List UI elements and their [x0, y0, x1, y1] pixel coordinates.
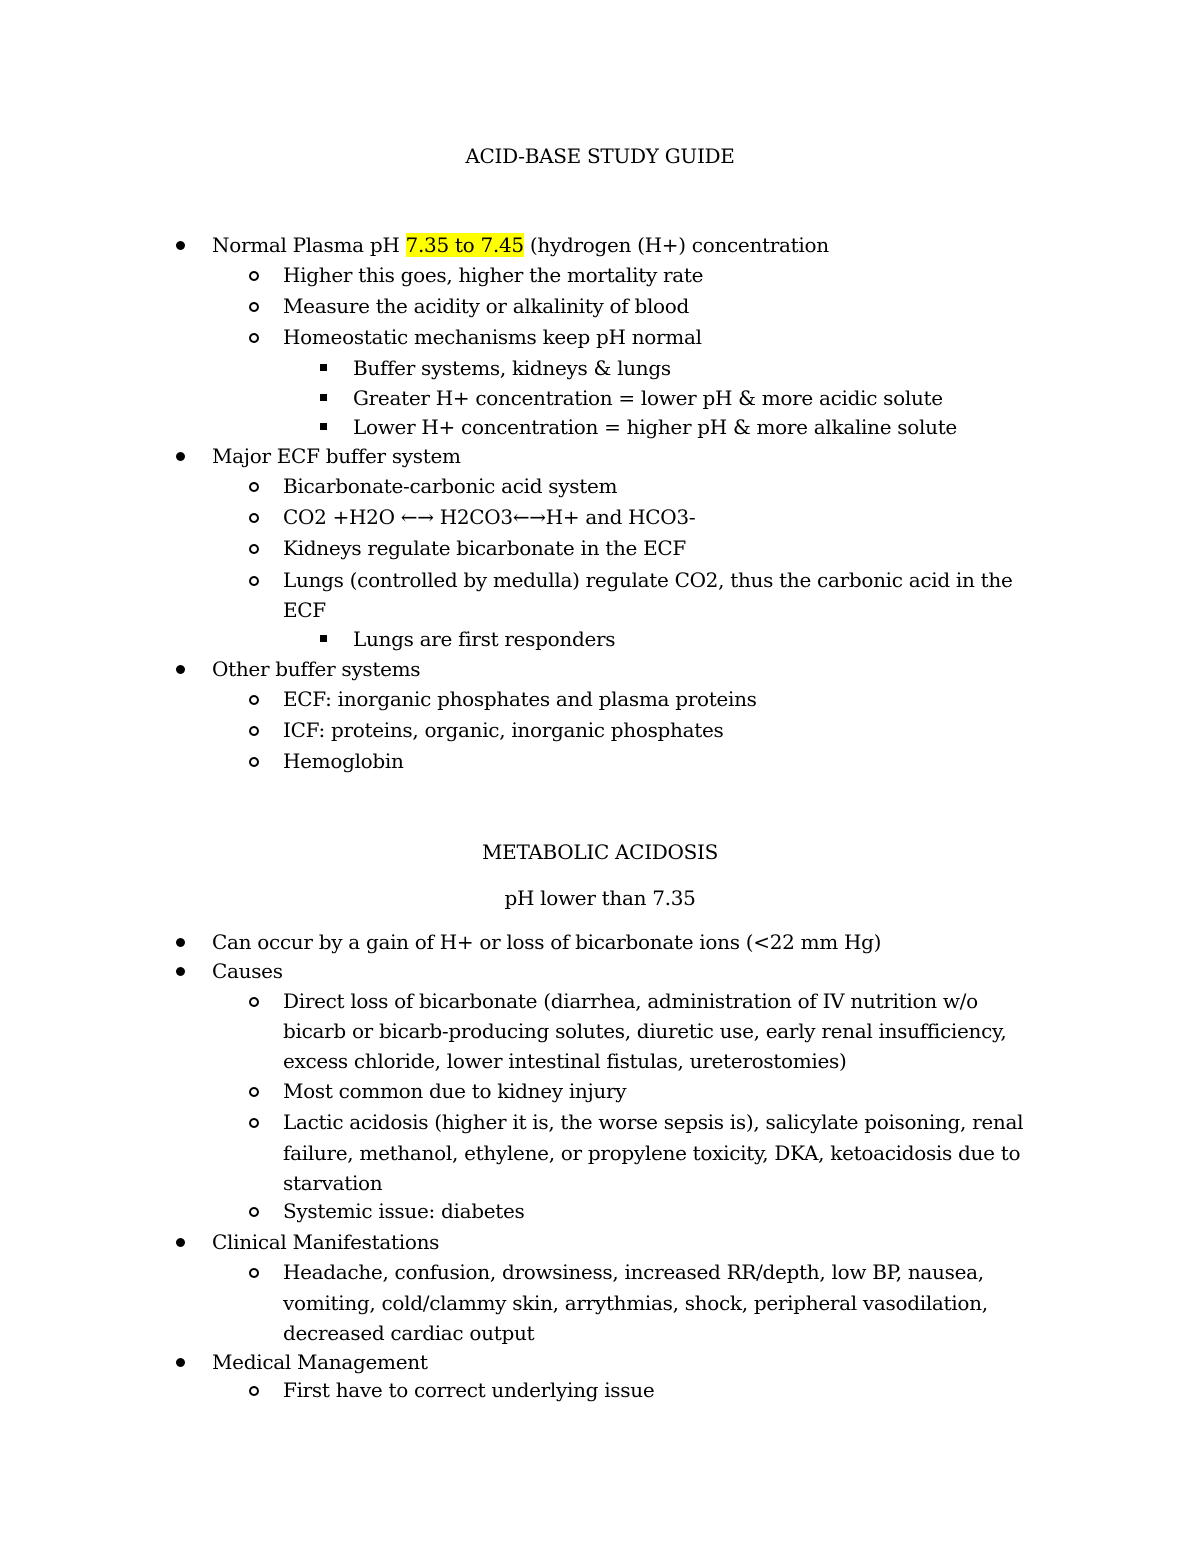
list-item: Systemic issue: diabetes [283, 1199, 525, 1223]
bullet-ring-marker [249, 1207, 259, 1217]
bullet-square-marker [320, 635, 327, 642]
list-item: Lungs (controlled by medulla) regulate CO2, thus the carbonic acid in the [283, 568, 1013, 592]
bullet-ring-marker [249, 1087, 259, 1097]
bullet-disc-marker [176, 967, 185, 976]
list-item-continuation: vomiting, cold/clammy skin, arrythmias, shock, peripheral vasodilation, [283, 1291, 988, 1315]
list-item-continuation: bicarb or bicarb-producing solutes, diuretic use, early renal insufficiency, [283, 1019, 1007, 1043]
list-item: Higher this goes, higher the mortality rate [283, 263, 704, 287]
list-item: Bicarbonate-carbonic acid system [283, 474, 618, 498]
bullet-ring-marker [249, 757, 259, 767]
list-item: Hemoglobin [283, 749, 404, 773]
bullet-ring-marker [249, 1386, 259, 1396]
list-item: Direct loss of bicarbonate (diarrhea, administration of IV nutrition w/o [283, 989, 978, 1013]
list-item: Lungs are first responders [353, 627, 616, 651]
bullet-ring-marker [249, 544, 259, 554]
bullet-disc-marker [176, 938, 185, 947]
list-item-continuation: failure, methanol, ethylene, or propylene toxicity, DKA, ketoacidosis due to [283, 1141, 1021, 1165]
bullet-disc-marker [176, 452, 185, 461]
bullet-square-marker [320, 423, 327, 430]
list-item: First have to correct underlying issue [283, 1378, 655, 1402]
bullet-disc-marker [176, 1238, 185, 1247]
list-item: Most common due to kidney injury [283, 1079, 627, 1103]
list-item: Medical Management [212, 1350, 428, 1374]
normal-ph-lead: Normal Plasma pH [212, 233, 406, 257]
bullet-ring-marker [249, 482, 259, 492]
list-item-continuation: excess chloride, lower intestinal fistulas, ureterostomies) [283, 1049, 847, 1073]
bullet-ring-marker [249, 333, 259, 343]
bullet-square-marker [320, 394, 327, 401]
list-item: Kidneys regulate bicarbonate in the ECF [283, 536, 686, 560]
normal-ph-item [212, 232, 829, 258]
bullet-disc-marker [176, 665, 185, 674]
bullet-ring-marker [249, 997, 259, 1007]
list-item: ICF: proteins, organic, inorganic phosphates [283, 718, 724, 742]
list-item: Buffer systems, kidneys & lungs [353, 356, 671, 380]
list-item: Can occur by a gain of H+ or loss of bicarbonate ions (<22 mm Hg) [212, 930, 882, 954]
bullet-disc-marker [176, 241, 185, 250]
bullet-ring-marker [249, 726, 259, 736]
bullet-ring-marker [249, 271, 259, 281]
bullet-ring-marker [249, 513, 259, 523]
list-item-continuation: decreased cardiac output [283, 1321, 535, 1345]
list-item: Clinical Manifestations [212, 1230, 440, 1254]
list-item: Homeostatic mechanisms keep pH normal [283, 325, 702, 349]
list-item-continuation: ECF [283, 598, 326, 622]
list-item: Greater H+ concentration = lower pH & more acidic solute [353, 386, 943, 410]
bullet-ring-marker [249, 1268, 259, 1278]
bullet-ring-marker [249, 695, 259, 705]
list-item: Other buffer systems [212, 657, 421, 681]
equation-item: CO2 +H2O ←→ H2CO3←→H+ and HCO3- [283, 505, 696, 529]
list-item: ECF: inorganic phosphates and plasma proteins [283, 687, 757, 711]
list-item: Headache, confusion, drowsiness, increased RR/depth, low BP, nausea, [283, 1260, 984, 1284]
bullet-ring-marker [249, 1118, 259, 1128]
metabolic-acidosis-title: METABOLIC ACIDOSIS [481, 840, 719, 864]
list-item: Causes [212, 959, 283, 983]
bullet-disc-marker [176, 1358, 185, 1367]
bullet-ring-marker [249, 576, 259, 586]
bullet-ring-marker [249, 302, 259, 312]
metabolic-acidosis-subtitle: pH lower than 7.35 [504, 886, 696, 910]
list-item: Major ECF buffer system [212, 444, 461, 468]
list-item-continuation: starvation [283, 1171, 383, 1195]
list-item: Lower H+ concentration = higher pH & more alkaline solute [353, 415, 957, 439]
list-item: Measure the acidity or alkalinity of blood [283, 294, 690, 318]
list-item: Lactic acidosis (higher it is, the worse sepsis is), salicylate poisoning, renal [283, 1110, 1024, 1134]
normal-ph-range-highlight: 7.35 to 7.45 [405, 233, 524, 257]
bullet-square-marker [320, 364, 327, 371]
normal-ph-tail: (hydrogen (H+) concentration [523, 233, 829, 257]
study-guide-title: ACID-BASE STUDY GUIDE [465, 144, 735, 168]
